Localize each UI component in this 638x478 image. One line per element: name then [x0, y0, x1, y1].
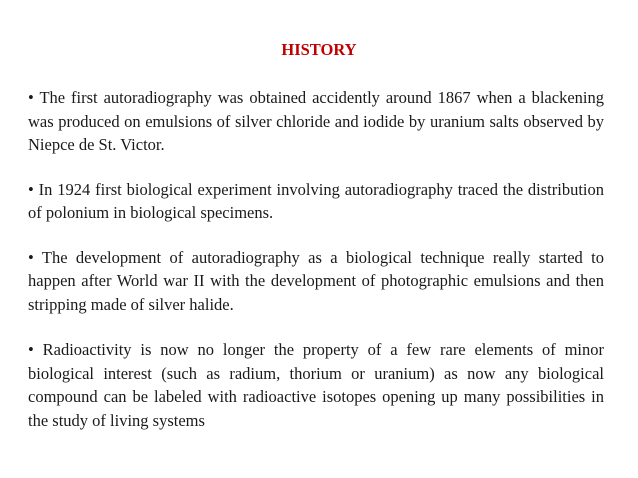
bullet-paragraph-1: • The first autoradiography was obtained accidently around 1867 when a blackening was produced on emulsions of silver chloride and iodide by uranium salts observed by Niepce de St. Victor. [28, 88, 604, 154]
slide-title: HISTORY [281, 40, 357, 59]
bullet-list [28, 86, 604, 432]
bullet-paragraph-4: • Radioactivity is now no longer the property of a few rare elements of minor biological interest (such as radium, thorium or uranium) as now any biological compound can be labeled with radioactive isotopes opening up many possibilities in the study of living systems [28, 340, 604, 430]
bullet-paragraph-3: • The development of autoradiography as a biological technique really started to happen after World war II with the development of photographic emulsions and then stripping made of silver halide. [28, 247, 604, 314]
bullet-paragraph-2: • In 1924 first biological experiment involving autoradiography traced the distribution of polonium in biological specimens. [28, 179, 604, 222]
